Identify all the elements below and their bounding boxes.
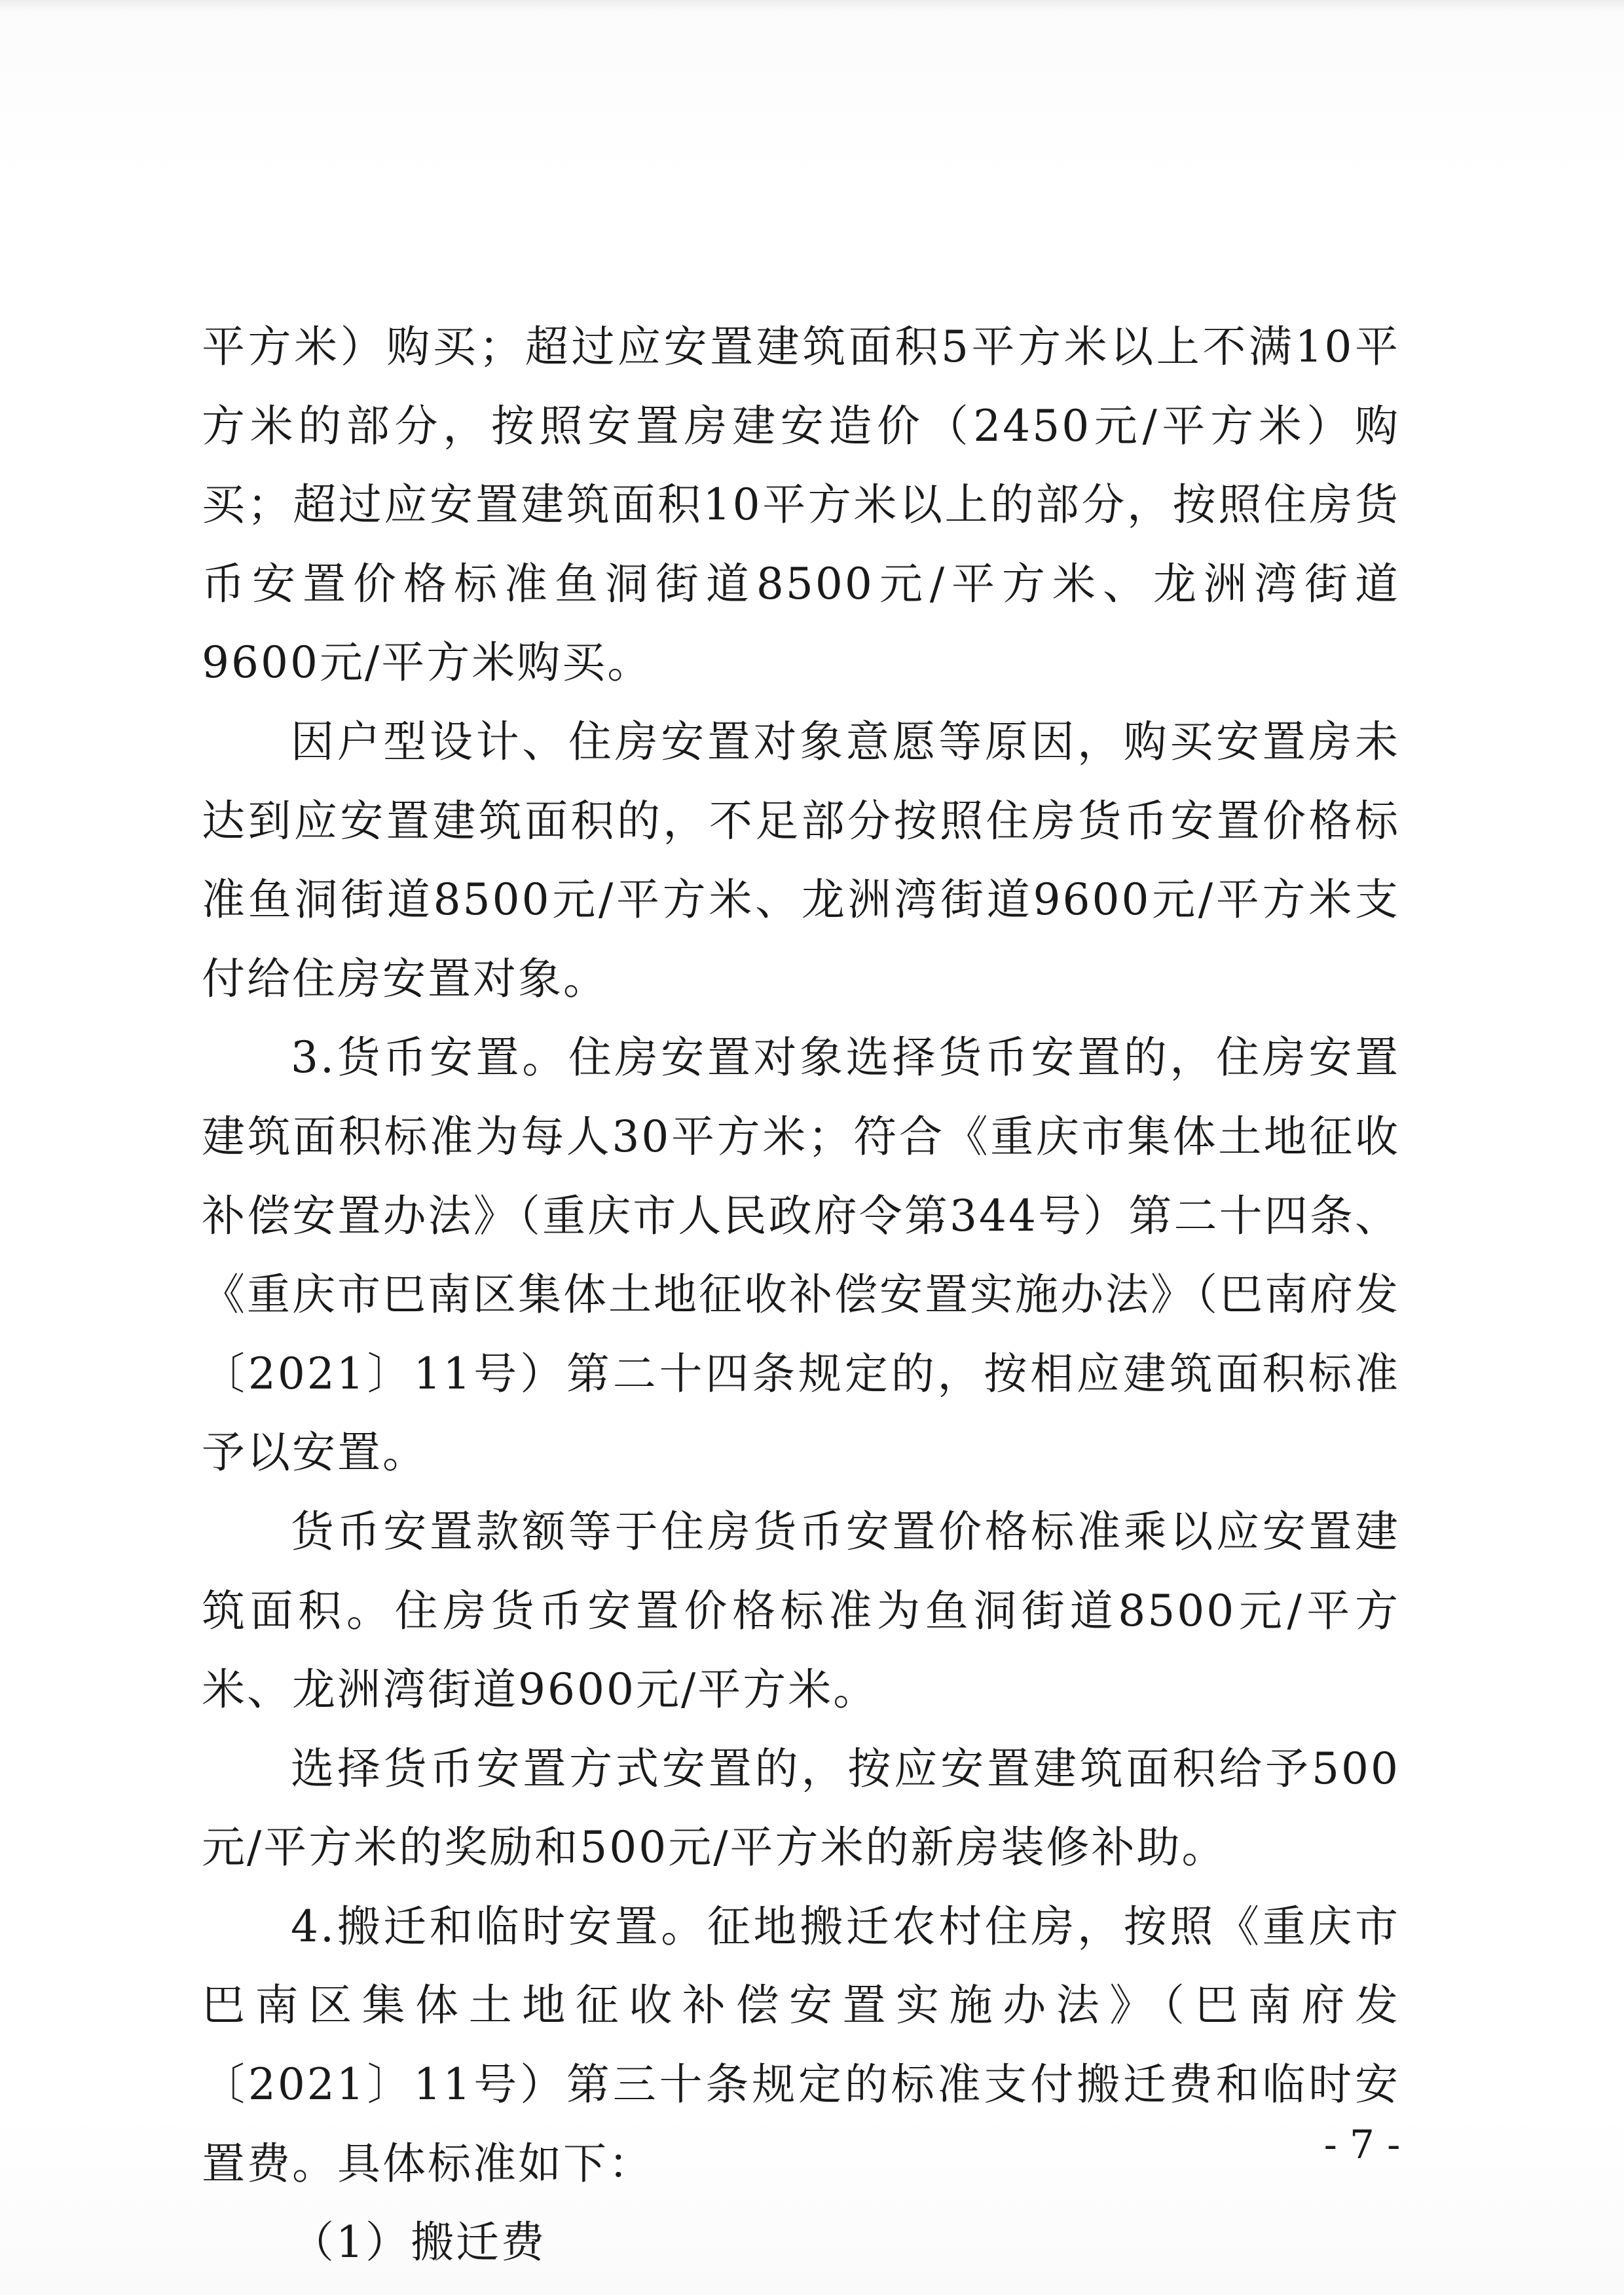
paragraph-monetary-amount: 货币安置款额等于住房货币安置价格标准乘以应安置建筑面积。住房货币安置价格标准为鱼洞街道8500元/平方米、龙洲湾街道9600元/平方米。 — [202, 1506, 1400, 1715]
paragraph-monetary-resettlement: 3.货币安置。住房安置对象选择货币安置的，住房安置建筑面积标准为每人30平方米；符合《重庆市集体土地征收补偿安置办法》（重庆市人民政府令第344号）第二十四条、《重庆市巴南区集体土地征收补偿安置实施办法》（巴南府发〔2021〕11号）第二十四条规定的，按相应建筑面积标准予以安置。 — [202, 1032, 1400, 1478]
paragraph-monetary-reward: 选择货币安置方式安置的，按应安置建筑面积给予500元/平方米的奖励和500元/平方米的新房装修补助。 — [202, 1743, 1400, 1873]
document-body — [202, 308, 1400, 2283]
paragraph-shortfall-compensation: 因户型设计、住房安置对象意愿等原因，购买安置房未达到应安置建筑面积的，不足部分按照住房货币安置价格标准鱼洞街道8500元/平方米、龙洲湾街道9600元/平方米支付给住房安置对象。 — [202, 716, 1400, 1004]
paragraph-relocation: 4.搬迁和临时安置。征地搬迁农村住房，按照《重庆市巴南区集体土地征收补偿安置实施办法》（巴南府发〔2021〕11号）第三十条规定的标准支付搬迁费和临时安置费。具体标准如下： — [202, 1901, 1400, 2189]
page-number: - 7 - — [1323, 2122, 1401, 2168]
paragraph-relocation-fee-heading: （1）搬迁费 — [291, 2217, 546, 2268]
paragraph-purchase-terms: 平方米）购买；超过应安置建筑面积5平方米以上不满10平方米的部分，按照安置房建安造价（2450元/平方米）购买；超过应安置建筑面积10平方米以上的部分，按照住房货币安置价格标准鱼洞街道8500元/平方米、龙洲湾街道9600元/平方米购买。 — [202, 322, 1400, 688]
scan-edge — [0, 0, 1624, 12]
